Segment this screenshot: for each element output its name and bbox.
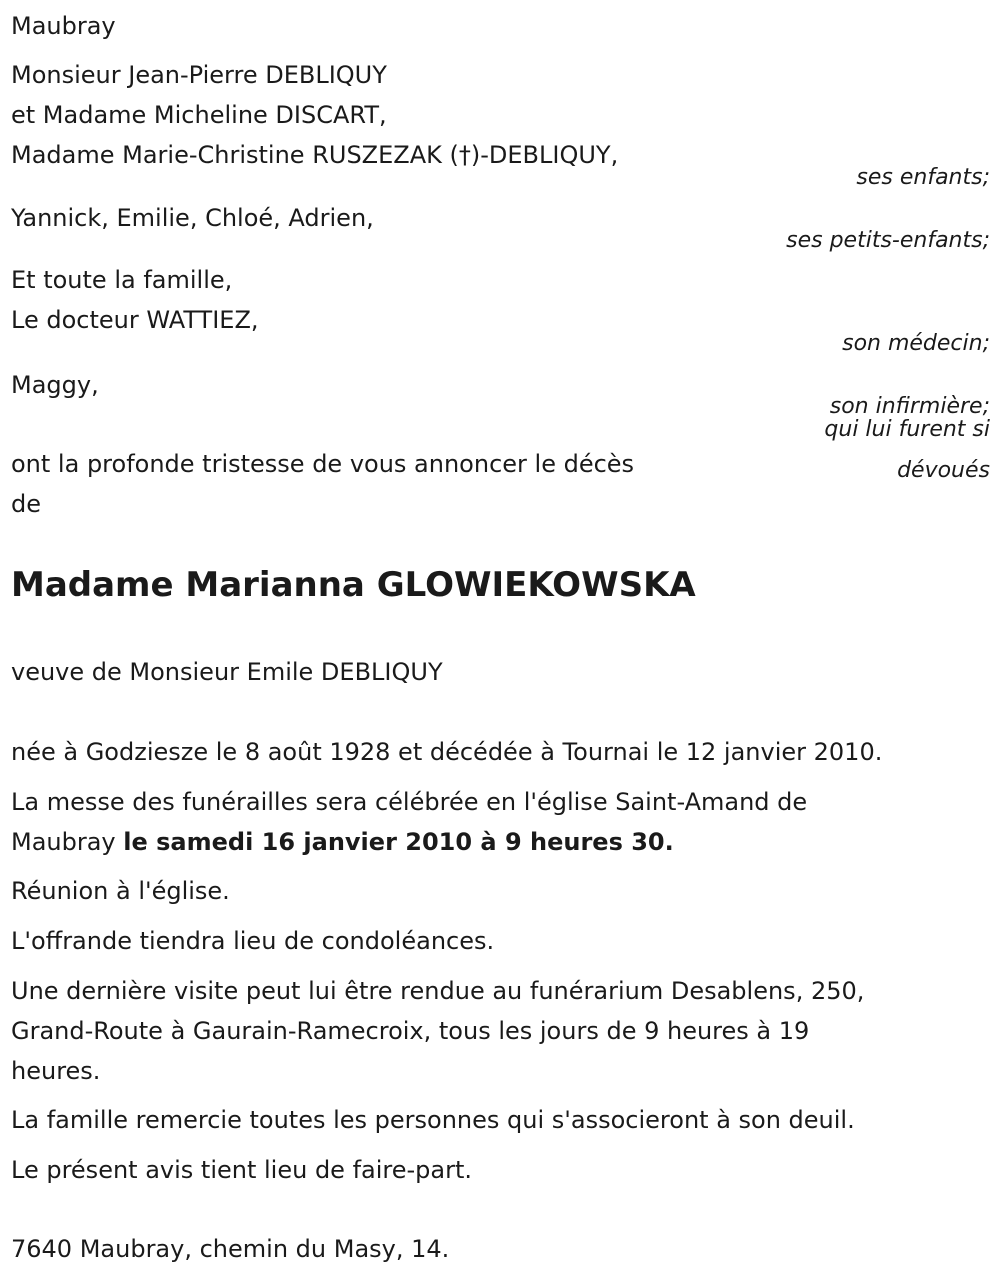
thanks-line: La famille remercie toutes les personnes qui s'associeront à son deuil. [11,1106,855,1134]
devoted-line-2: dévoués [897,458,990,483]
birth-death: née à Godziesze le 8 août 1928 et décédée à Tournai le 12 janvier 2010. [11,738,883,766]
address-line: 7640 Maubray, chemin du Masy, 14. [11,1235,450,1263]
deceased-name: Madame Marianna GLOWIEKOWSKA [11,565,696,605]
mass-date: le samedi 16 janvier 2010 à 9 heures 30. [123,828,674,856]
visit-line-3: heures. [11,1057,101,1085]
grandchildren-names: Yannick, Emilie, Chloé, Adrien, [11,204,374,232]
mass-line-2 [11,822,674,862]
notice-line: Le présent avis tient lieu de faire-part. [11,1156,473,1184]
announcement-line-2: de [11,490,41,518]
location-header: Maubray [11,12,116,40]
widow-of: veuve de Monsieur Emile DEBLIQUY [11,658,443,686]
child-line-1: Monsieur Jean-Pierre DEBLIQUY [11,61,387,89]
mass-location: Maubray [11,828,124,856]
doctor-name: Le docteur WATTIEZ, [11,306,259,334]
offering-info: L'offrande tiendra lieu de condoléances. [11,927,495,955]
devoted-line-1: qui lui furent si [824,417,990,442]
grandchildren-role: ses petits-enfants; [786,228,990,253]
meeting-info: Réunion à l'église. [11,877,230,905]
nurse-role: son infirmière; [829,394,990,419]
mass-line-1: La messe des funérailles sera célébrée en l'église Saint-Amand de [11,788,808,816]
whole-family: Et toute la famille, [11,266,233,294]
child-line-3: Madame Marie-Christine RUSZEZAK (†)-DEBLIQUY, [11,141,619,169]
doctor-role: son médecin; [842,331,990,356]
visit-line-2: Grand-Route à Gaurain-Ramecroix, tous les jours de 9 heures à 19 [11,1017,810,1045]
announcement-line-1: ont la profonde tristesse de vous annoncer le décès [11,450,635,478]
children-role: ses enfants; [856,165,990,190]
visit-line-1: Une dernière visite peut lui être rendue au funérarium Desablens, 250, [11,977,865,1005]
child-line-2: et Madame Micheline DISCART, [11,101,387,129]
nurse-name: Maggy, [11,371,99,399]
